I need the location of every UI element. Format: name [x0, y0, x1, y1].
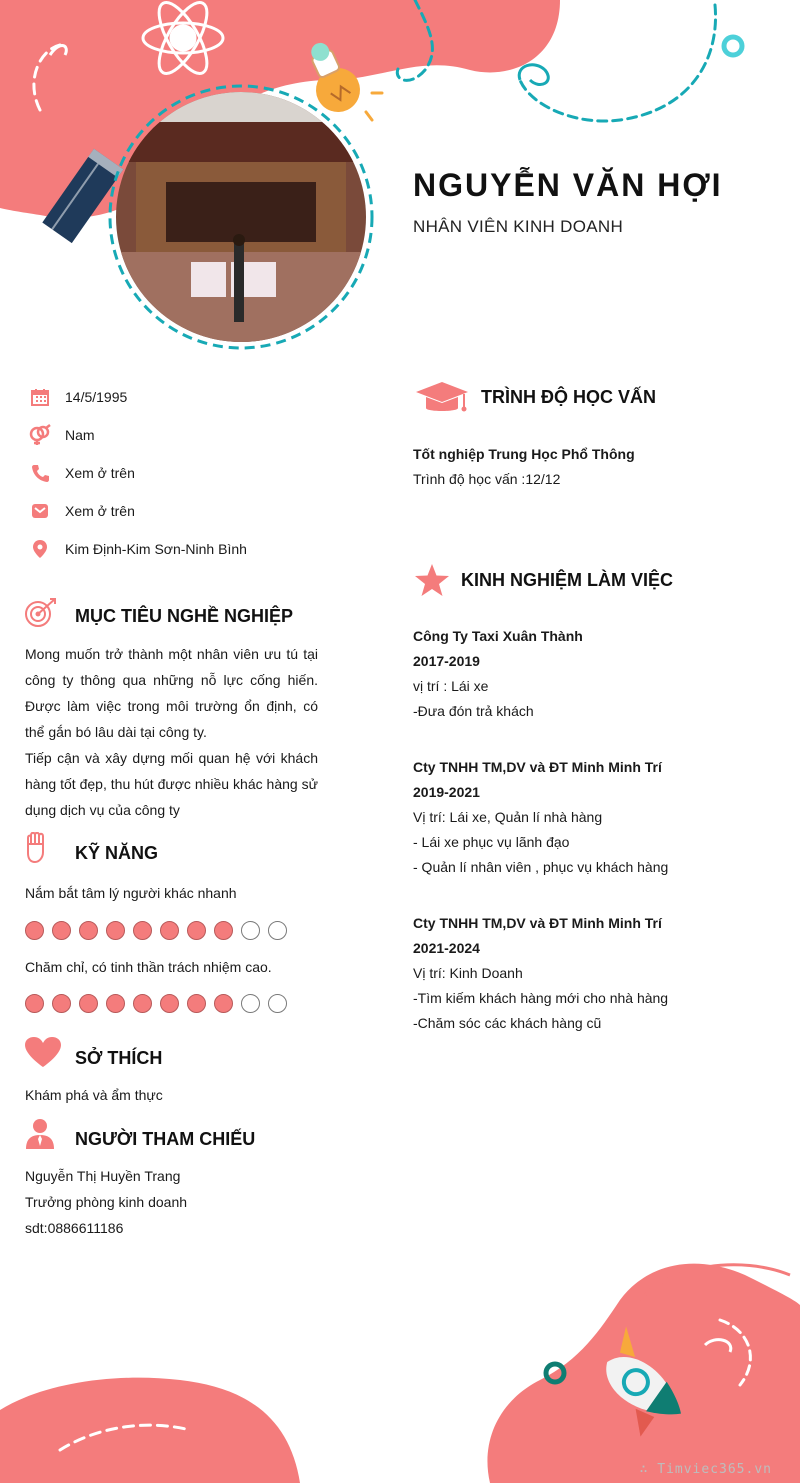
profile-photo — [116, 92, 366, 342]
job-entry — [413, 911, 773, 1036]
watermark: ∴ Timviec365.vn — [639, 1462, 772, 1477]
job-company: Công Ty Taxi Xuân Thành — [413, 628, 583, 644]
heart-icon — [24, 1036, 62, 1068]
job-line: -Tìm kiếm khách hàng mới cho nhà hàng — [413, 990, 669, 1006]
star-icon — [414, 563, 450, 597]
objective-title: MỤC TIÊU NGHỀ NGHIỆP — [75, 606, 294, 626]
location-pin-icon — [28, 537, 52, 561]
rating-dot-filled — [25, 994, 44, 1013]
contact-email: Xem ở trên — [28, 499, 135, 523]
rating-dot-filled — [187, 994, 206, 1013]
skill-rating — [25, 921, 287, 940]
candidate-role: NHÂN VIÊN KINH DOANH — [413, 217, 624, 236]
graduation-cap-icon — [414, 380, 470, 416]
phone-icon — [28, 461, 52, 485]
contact-birthday: 14/5/1995 — [28, 385, 127, 409]
job-line: - Quản lí nhân viên , phục vụ khách hàng — [413, 859, 669, 875]
rating-dot-empty — [268, 921, 287, 940]
rating-dot-filled — [214, 994, 233, 1013]
rating-dot-empty — [241, 994, 260, 1013]
skill-name: Chăm chỉ, có tinh thần trách nhiệm cao. — [25, 959, 272, 975]
job-period: 2021-2024 — [413, 940, 480, 956]
reference-phone: sdt:0886611186 — [25, 1220, 124, 1236]
hobbies-title: SỞ THÍCH — [75, 1048, 163, 1068]
gender-icon — [28, 423, 52, 447]
contact-address: Kim Định-Kim Sơn-Ninh Bình — [28, 537, 247, 561]
rating-dot-filled — [160, 921, 179, 940]
target-icon — [24, 597, 58, 629]
rating-dot-filled — [25, 921, 44, 940]
job-line: -Chăm sóc các khách hàng cũ — [413, 1015, 602, 1031]
rating-dot-filled — [214, 921, 233, 940]
rating-dot-empty — [241, 921, 260, 940]
rating-dot-empty — [268, 994, 287, 1013]
job-period: 2017-2019 — [413, 653, 480, 669]
education-detail: Trình độ học vấn :12/12 — [413, 471, 561, 487]
rating-dot-filled — [52, 994, 71, 1013]
education-title: TRÌNH ĐỘ HỌC VẤN — [481, 387, 656, 407]
hobbies-text: Khám phá và ẩm thực — [25, 1087, 163, 1103]
rating-dot-filled — [133, 994, 152, 1013]
job-entry — [413, 755, 773, 880]
rating-dot-filled — [106, 921, 125, 940]
job-line: Vị trí: Lái xe, Quản lí nhà hàng — [413, 809, 603, 825]
reference-name: Nguyễn Thị Huyền Trang — [25, 1168, 181, 1184]
education-school: Tốt nghiệp Trung Học Phổ Thông — [413, 446, 635, 462]
job-line: Vị trí: Kinh Doanh — [413, 965, 523, 981]
candidate-name: NGUYỄN VĂN HỢI — [413, 167, 723, 203]
job-period: 2019-2021 — [413, 784, 480, 800]
skills-title: KỸ NĂNG — [75, 843, 159, 863]
person-icon — [25, 1118, 55, 1150]
reference-position: Trưởng phòng kinh doanh — [25, 1194, 188, 1210]
fist-icon — [25, 832, 47, 864]
job-line: - Lái xe phục vụ lãnh đạo — [413, 834, 570, 850]
reference-title: NGƯỜI THAM CHIẾU — [75, 1129, 256, 1149]
skill-name: Nắm bắt tâm lý người khác nhanh — [25, 885, 237, 901]
skill-rating — [25, 994, 287, 1013]
email-icon — [28, 499, 52, 523]
objective-text: Mong muốn trở thành một nhân viên ưu tú tại công ty thông qua những nỗ lực cống hiến. Được làm việc trong môi trường ổn định, có thể gắn bó lâu dài tại công ty. Tiếp cận và xây dựng mối quan hệ với khách hàng tốt đẹp, thu hút được nhiều khác hàng sử dụng dịch vụ của công ty — [25, 646, 318, 818]
rating-dot-filled — [187, 921, 206, 940]
job-line: vị trí : Lái xe — [413, 678, 489, 694]
job-line: -Đưa đón trả khách — [413, 703, 534, 719]
job-entry — [413, 624, 773, 724]
rating-dot-filled — [79, 921, 98, 940]
job-company: Cty TNHH TM,DV và ĐT Minh Minh Trí — [413, 759, 662, 775]
rating-dot-filled — [52, 921, 71, 940]
contact-phone: Xem ở trên — [28, 461, 135, 485]
rating-dot-filled — [133, 921, 152, 940]
rating-dot-filled — [106, 994, 125, 1013]
rating-dot-filled — [160, 994, 179, 1013]
experience-title: KINH NGHIỆM LÀM VIỆC — [461, 570, 674, 590]
calendar-icon — [28, 385, 52, 409]
job-company: Cty TNHH TM,DV và ĐT Minh Minh Trí — [413, 915, 662, 931]
contact-gender: Nam — [28, 423, 95, 447]
rating-dot-filled — [79, 994, 98, 1013]
